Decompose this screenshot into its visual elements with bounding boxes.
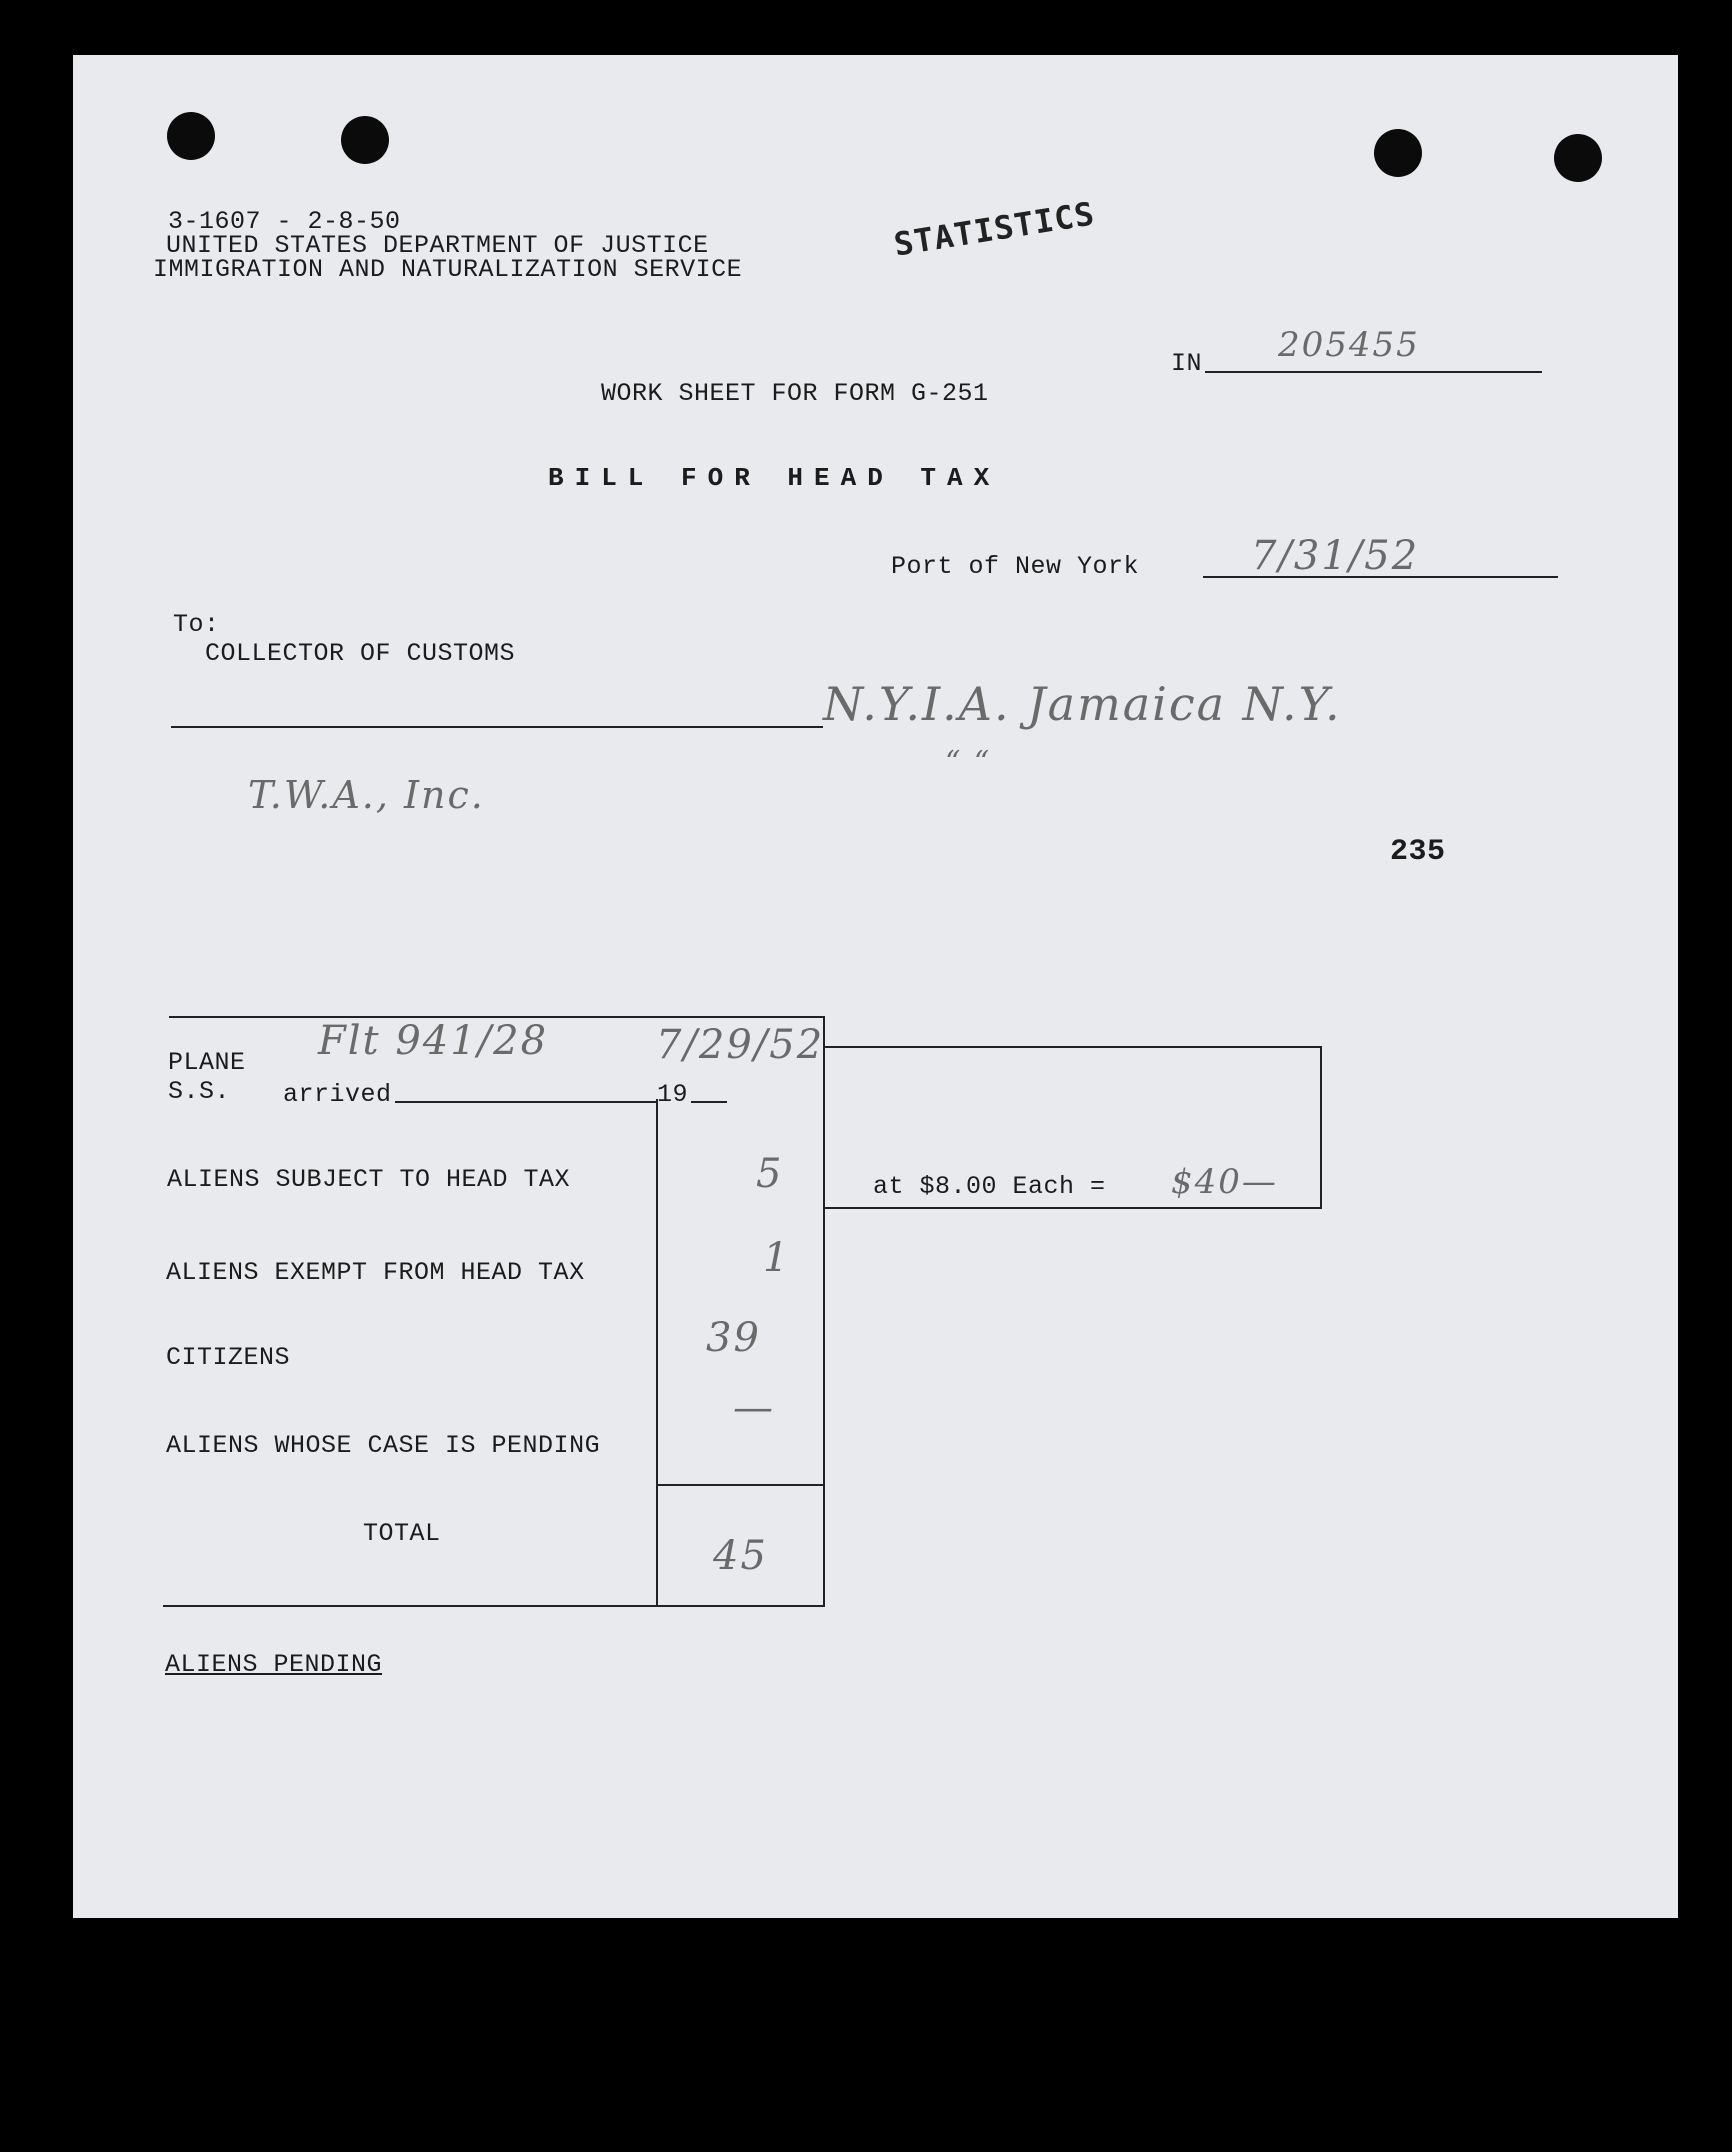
table-mid-right-line bbox=[823, 1016, 825, 1606]
rate-box-right bbox=[1320, 1046, 1322, 1209]
row-label-pending: ALIENS WHOSE CASE IS PENDING bbox=[166, 1431, 601, 1460]
row-value-pending: — bbox=[733, 1385, 775, 1431]
rate-box-top bbox=[825, 1046, 1322, 1048]
row-label-subject: ALIENS SUBJECT TO HEAD TAX bbox=[167, 1165, 571, 1194]
code-number: 235 bbox=[1390, 835, 1446, 869]
arrival-date: 7/29/52 bbox=[656, 1022, 825, 1068]
in-number-line bbox=[1205, 371, 1542, 373]
in-label: IN bbox=[1171, 349, 1203, 378]
worksheet-title: WORK SHEET FOR FORM G-251 bbox=[601, 379, 989, 408]
row-value-citizens: 39 bbox=[706, 1315, 761, 1361]
port-location: N.Y.I.A. Jamaica N.Y. bbox=[823, 677, 1342, 731]
ditto-marks: “ “ bbox=[945, 745, 992, 780]
in-number: 205455 bbox=[1278, 325, 1420, 365]
arrived-line bbox=[395, 1101, 657, 1103]
ss-label: S.S. bbox=[168, 1077, 231, 1106]
row-value-exempt: 1 bbox=[763, 1235, 791, 1281]
flight-number: Flt 941/28 bbox=[318, 1018, 549, 1064]
punch-hole-4 bbox=[1554, 134, 1602, 182]
rate-box-bottom bbox=[825, 1207, 1322, 1209]
total-divider-line bbox=[658, 1484, 825, 1486]
table-mid-left-line bbox=[656, 1099, 658, 1606]
port-date: 7/31/52 bbox=[1251, 533, 1420, 579]
collector-of-customs: COLLECTOR OF CUSTOMS bbox=[205, 639, 516, 668]
rate-text: at $8.00 Each = bbox=[873, 1172, 1106, 1201]
punch-hole-3 bbox=[1374, 129, 1422, 177]
row-value-subject: 5 bbox=[756, 1151, 784, 1197]
statistics-stamp: STATISTICS bbox=[891, 194, 1098, 264]
to-label: To: bbox=[173, 610, 220, 639]
service-name: IMMIGRATION AND NATURALIZATION SERVICE bbox=[153, 255, 743, 284]
rate-amount: $40— bbox=[1171, 1162, 1278, 1202]
bill-title: BILL FOR HEAD TAX bbox=[548, 463, 1001, 493]
port-label: Port of New York bbox=[891, 552, 1140, 581]
punch-hole-1 bbox=[167, 112, 215, 160]
row-label-citizens: CITIZENS bbox=[166, 1343, 291, 1372]
carrier-name: T.W.A., Inc. bbox=[248, 773, 485, 817]
total-label: TOTAL bbox=[363, 1519, 441, 1548]
row-label-exempt: ALIENS EXEMPT FROM HEAD TAX bbox=[166, 1258, 585, 1287]
table-bottom-line bbox=[163, 1605, 825, 1607]
aliens-pending-label: ALIENS PENDING bbox=[165, 1650, 383, 1679]
total-value: 45 bbox=[713, 1533, 768, 1579]
form-number: 3-1607 - 2-8-50 bbox=[168, 207, 401, 236]
addressee-line bbox=[171, 726, 823, 728]
year-line bbox=[691, 1101, 727, 1103]
year-prefix: 19 bbox=[657, 1080, 689, 1109]
punch-hole-2 bbox=[341, 116, 389, 164]
department-name: UNITED STATES DEPARTMENT OF JUSTICE bbox=[166, 231, 709, 260]
plane-label: PLANE bbox=[168, 1048, 246, 1077]
arrived-label: arrived bbox=[283, 1080, 392, 1109]
form-sheet bbox=[73, 55, 1678, 1918]
